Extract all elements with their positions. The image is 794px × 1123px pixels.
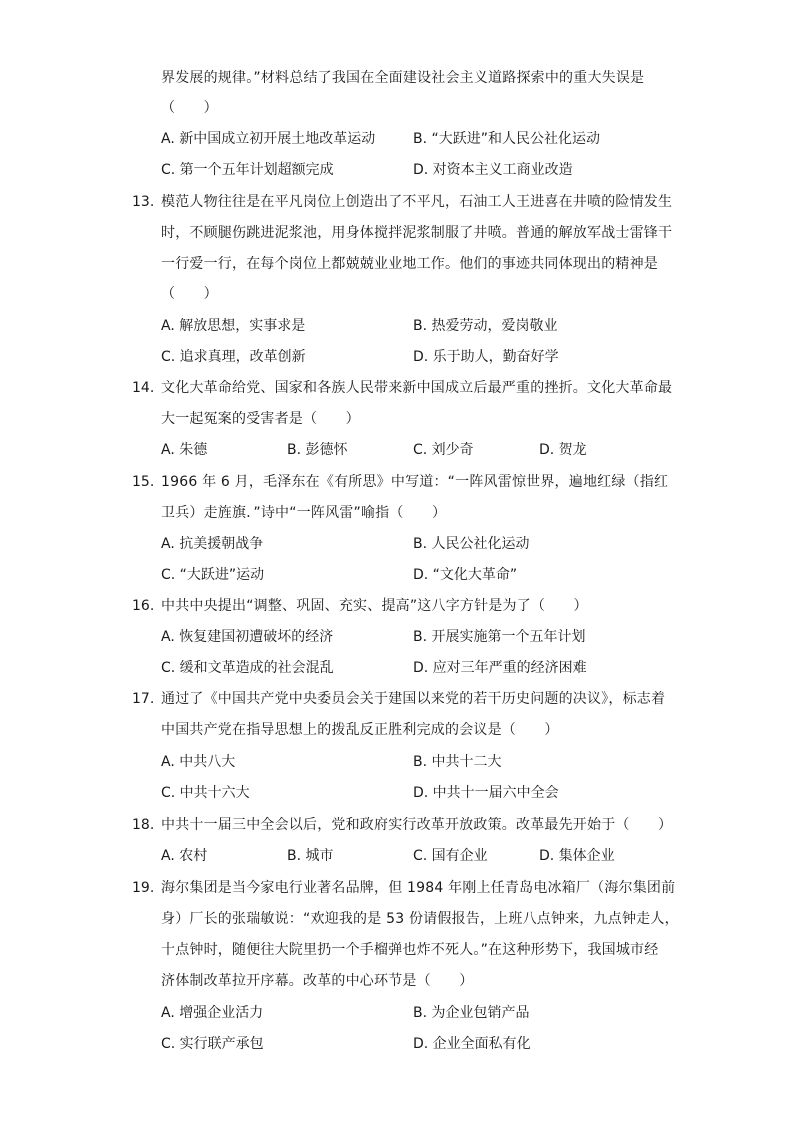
question-19-option-a: A. 增强企业活力 [161,1005,264,1021]
question-15-option-c: C. “大跃进”运动 [161,567,265,583]
question-18-option-b: B. 城市 [287,848,334,864]
question-17-stem-line-1: 通过了《中国共产党中央委员会关于建国以来党的若干历史问题的决议》，标志着 [161,691,666,707]
question-17-option-a: A. 中共八大 [161,754,236,770]
question-14-option-a: A. 朱德 [161,442,208,458]
question-17-stem-line-2: 中国共产党在指导思想上的拨乱反正胜利完成的会议是（ ） [161,722,559,738]
question-14-option-d: D. 贺龙 [539,442,587,458]
question-16-number: 16. [132,598,155,614]
question-16-option-c: C. 缓和文革造成的社会混乱 [161,660,334,676]
question-15-number: 15. [132,474,155,490]
question-13-option-a: A. 解放思想，实事求是 [161,318,306,334]
question-18-stem-line-1: 中共十一届三中全会以后，党和政府实行改革开放政策。改革最先开始于（ ） [161,817,673,833]
question-14-option-b: B. 彭德怀 [287,442,348,458]
question-13-option-c: C. 追求真理，改革创新 [161,349,306,365]
question-16-option-a: A. 恢复建国初遭破坏的经济 [161,629,334,645]
question-12-option-a: A. 新中国成立初开展土地改革运动 [161,131,376,147]
question-13-option-d: D. 乐于助人，勤奋好学 [413,349,559,365]
question-19-stem-line-2: 身）厂长的张瑞敏说：“欢迎我的是 53 份请假报告，上班八点钟来，九点钟走人， [161,911,679,927]
question-13-number: 13. [132,194,155,210]
question-18-option-c: C. 国有企业 [413,848,488,864]
question-18-option-a: A. 农村 [161,848,208,864]
question-15-option-d: D. “文化大革命” [413,567,518,583]
question-17-option-d: D. 中共十一届六中全会 [413,785,559,801]
question-19-stem-line-1: 海尔集团是当今家电行业著名品牌，但 1984 年刚上任青岛电冰箱厂（海尔集团前 [161,880,676,896]
question-19-stem-line-4: 济体制改革拉开序幕。改革的中心环节是（ ） [161,973,474,989]
question-12-answer-blank: （ ） [161,100,218,116]
question-16-option-b: B. 开展实施第一个五年计划 [413,629,586,645]
question-13-stem-line-2: 时，不顾腿伤跳进泥浆池，用身体搅拌泥浆制服了井喷。普通的解放军战士雷锋干 [161,225,673,241]
question-13-option-b: B. 热爱劳动，爱岗敬业 [413,318,558,334]
question-14-option-c: C. 刘少奇 [413,442,474,458]
question-14-stem-line-2: 大一起冤案的受害者是（ ） [161,411,360,427]
question-17-option-c: C. 中共十六大 [161,785,250,801]
question-15-stem-line-2: 卫兵）走旌旗．”诗中“一阵风雷”喻指（ ） [161,505,447,521]
question-12-stem-line-2: 界发展的规律。”材料总结了我国在全面建设社会主义道路探索中的重大失误是 [161,70,645,86]
question-17-option-b: B. 中共十二大 [413,754,502,770]
question-16-option-d: D. 应对三年严重的经济困难 [413,660,587,676]
question-15-option-a: A. 抗美援朝战争 [161,536,264,552]
question-14-stem-line-1: 文化大革命给党、国家和各族人民带来新中国成立后最严重的挫折。文化大革命最 [161,380,673,396]
question-19-option-d: D. 企业全面私有化 [413,1036,531,1052]
question-19-number: 19. [132,880,155,896]
question-19-option-b: B. 为企业包销产品 [413,1005,530,1021]
question-13-stem-line-1: 模范人物往往是在平凡岗位上创造出了不平凡，石油工人王进喜在井喷的险情发生 [161,194,673,210]
question-17-number: 17. [132,691,155,707]
question-12-option-d: D. 对资本主义工商业改造 [413,162,573,178]
question-13-answer-blank: （ ） [161,286,218,302]
question-18-option-d: D. 集体企业 [539,848,615,864]
question-13-stem-line-3: 一行爱一行，在每个岗位上都兢兢业业地工作。他们的事迹共同体现出的精神是 [161,256,658,272]
question-15-option-b: B. 人民公社化运动 [413,536,530,552]
question-16-stem-line-1: 中共中央提出“调整、巩固、充实、提高”这八字方针是为了（ ） [161,598,588,614]
question-18-number: 18. [132,817,155,833]
question-12-option-c: C. 第一个五年计划超额完成 [161,162,334,178]
question-19-option-c: C. 实行联产承包 [161,1036,264,1052]
question-12-option-b: B. “大跃进”和人民公社化运动 [413,131,601,147]
question-14-number: 14. [132,380,155,396]
question-15-stem-line-1: 1966 年 6 月，毛泽东在《有所思》中写道：“一阵风雷惊世界，遍地红绿（指红 [161,474,669,490]
question-19-stem-line-3: 十点钟时，随便往大院里扔一个手榴弹也炸不死人。”在这种形势下，我国城市经 [161,942,659,958]
